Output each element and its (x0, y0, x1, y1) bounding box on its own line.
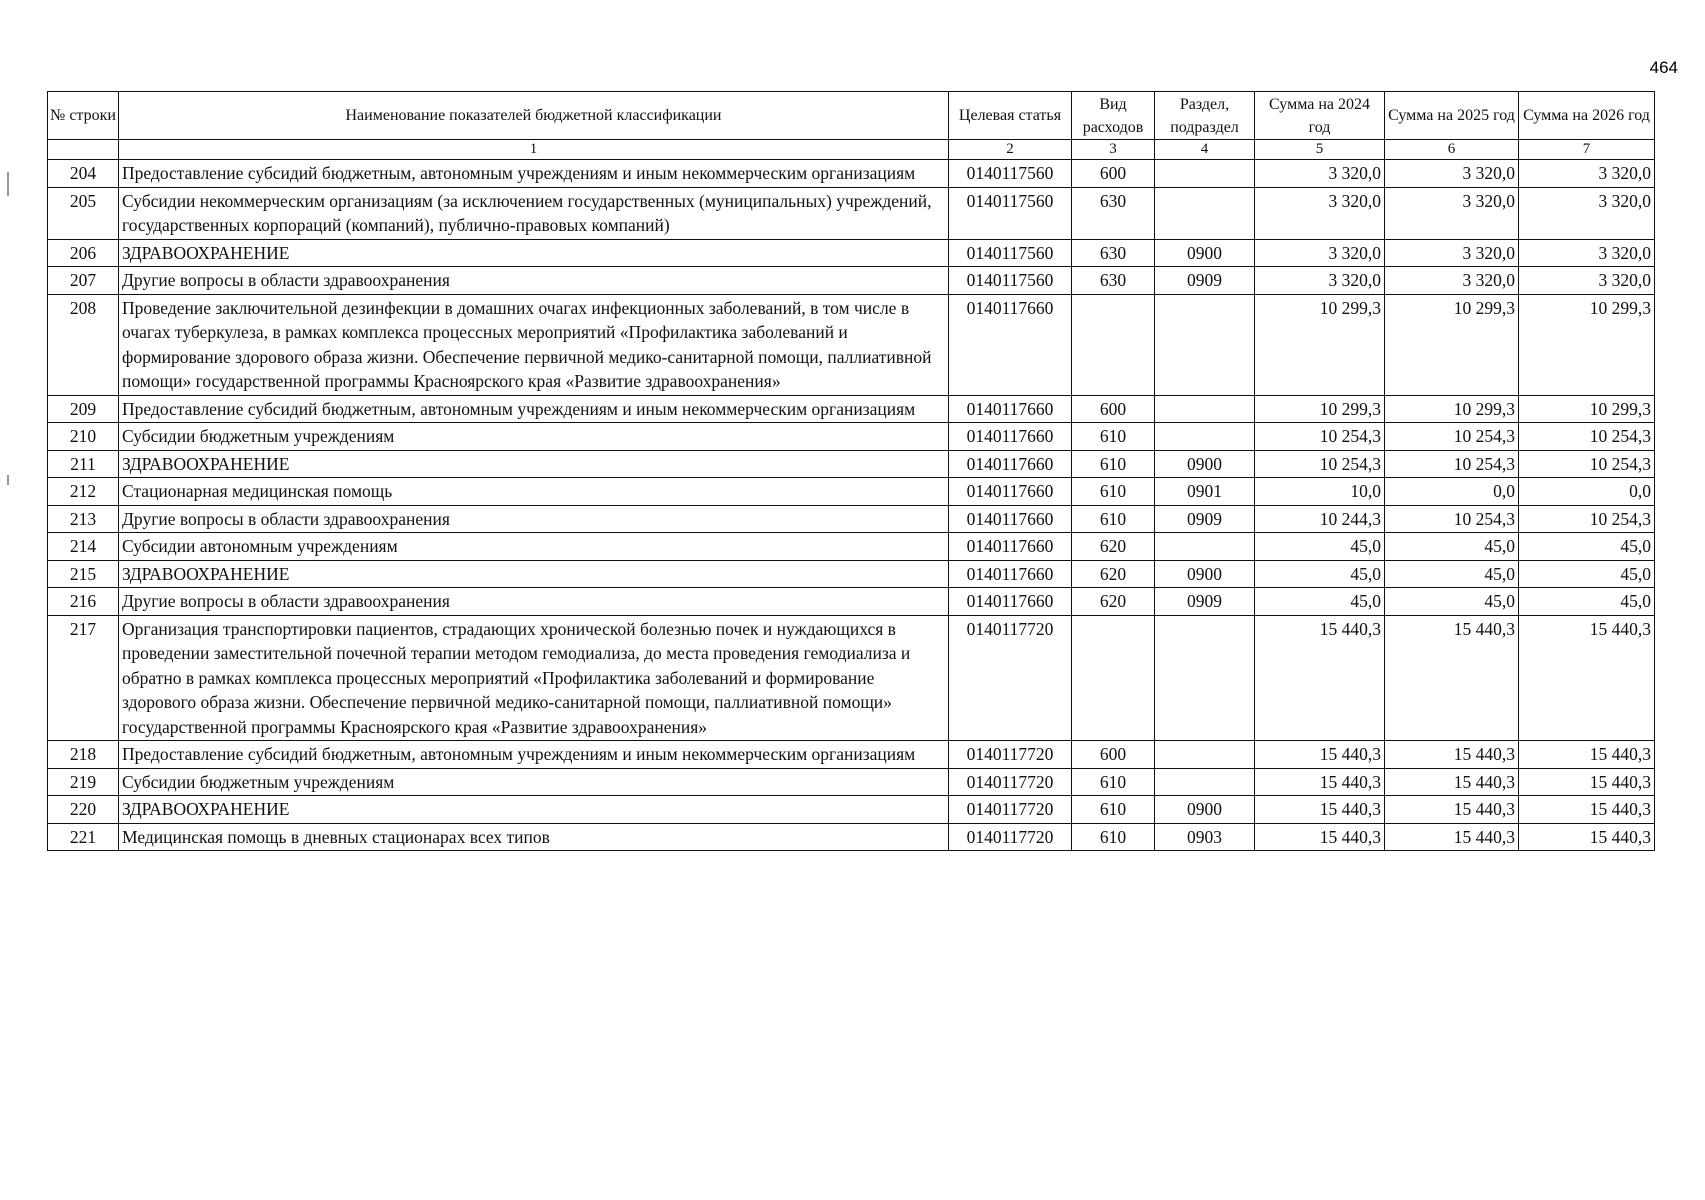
header-sum-2026: Сумма на 2026 год (1519, 92, 1655, 140)
sum-2024-cell: 15 440,3 (1255, 741, 1385, 769)
sum-2024-cell: 10 299,3 (1255, 395, 1385, 423)
row-number-cell: 221 (48, 823, 119, 851)
target-article-cell: 0140117720 (949, 741, 1072, 769)
header-name: Наименование показателей бюджетной классификации (119, 92, 949, 140)
indicator-name-cell: ЗДРАВООХРАНЕНИЕ (119, 239, 949, 267)
table-row (48, 239, 1655, 267)
section-cell: 0909 (1155, 588, 1255, 616)
sum-2025-cell: 15 440,3 (1385, 768, 1519, 796)
sum-2025-cell: 15 440,3 (1385, 615, 1519, 741)
sum-2025-cell: 45,0 (1385, 533, 1519, 561)
sum-2026-cell: 3 320,0 (1519, 267, 1655, 295)
section-cell: 0903 (1155, 823, 1255, 851)
indicator-name-cell: ЗДРАВООХРАНЕНИЕ (119, 450, 949, 478)
indicator-name-cell: Субсидии бюджетным учреждениям (119, 768, 949, 796)
sum-2025-cell: 0,0 (1385, 478, 1519, 506)
column-number: 7 (1519, 140, 1655, 160)
sum-2024-cell: 10,0 (1255, 478, 1385, 506)
sum-2024-cell: 15 440,3 (1255, 615, 1385, 741)
expense-type-cell: 600 (1072, 160, 1155, 188)
section-cell (1155, 615, 1255, 741)
section-cell: 0900 (1155, 450, 1255, 478)
section-cell (1155, 768, 1255, 796)
row-number-cell: 210 (48, 423, 119, 451)
sum-2025-cell: 10 299,3 (1385, 395, 1519, 423)
table-body (48, 160, 1655, 851)
indicator-name-cell: Субсидии бюджетным учреждениям (119, 423, 949, 451)
expense-type-cell: 610 (1072, 450, 1155, 478)
sum-2025-cell: 45,0 (1385, 560, 1519, 588)
sum-2026-cell: 45,0 (1519, 533, 1655, 561)
sum-2024-cell: 10 254,3 (1255, 423, 1385, 451)
row-number-cell: 208 (48, 294, 119, 395)
expense-type-cell: 610 (1072, 478, 1155, 506)
sum-2026-cell: 45,0 (1519, 560, 1655, 588)
row-number-cell: 216 (48, 588, 119, 616)
sum-2026-cell: 3 320,0 (1519, 239, 1655, 267)
expense-type-cell: 630 (1072, 187, 1155, 239)
sum-2024-cell: 45,0 (1255, 533, 1385, 561)
table-row (48, 588, 1655, 616)
sum-2024-cell: 45,0 (1255, 560, 1385, 588)
sum-2026-cell: 3 320,0 (1519, 187, 1655, 239)
row-number-cell: 205 (48, 187, 119, 239)
expense-type-cell: 600 (1072, 741, 1155, 769)
sum-2026-cell: 10 254,3 (1519, 423, 1655, 451)
expense-type-cell (1072, 294, 1155, 395)
sum-2025-cell: 3 320,0 (1385, 239, 1519, 267)
target-article-cell: 0140117660 (949, 395, 1072, 423)
expense-type-cell: 620 (1072, 533, 1155, 561)
table-row (48, 505, 1655, 533)
sum-2025-cell: 10 254,3 (1385, 450, 1519, 478)
sum-2024-cell: 15 440,3 (1255, 796, 1385, 824)
column-number (48, 140, 119, 160)
section-cell (1155, 160, 1255, 188)
row-number-cell: 204 (48, 160, 119, 188)
sum-2025-cell: 3 320,0 (1385, 187, 1519, 239)
scan-edge-mark (7, 172, 9, 196)
sum-2025-cell: 10 254,3 (1385, 505, 1519, 533)
sum-2026-cell: 15 440,3 (1519, 768, 1655, 796)
target-article-cell: 0140117720 (949, 823, 1072, 851)
section-cell: 0901 (1155, 478, 1255, 506)
section-cell (1155, 423, 1255, 451)
sum-2024-cell: 15 440,3 (1255, 823, 1385, 851)
target-article-cell: 0140117720 (949, 615, 1072, 741)
table-row (48, 395, 1655, 423)
sum-2026-cell: 10 254,3 (1519, 450, 1655, 478)
column-number: 1 (119, 140, 949, 160)
row-number-cell: 209 (48, 395, 119, 423)
section-cell: 0900 (1155, 796, 1255, 824)
sum-2026-cell: 45,0 (1519, 588, 1655, 616)
column-number: 6 (1385, 140, 1519, 160)
sum-2024-cell: 3 320,0 (1255, 187, 1385, 239)
target-article-cell: 0140117560 (949, 187, 1072, 239)
sum-2024-cell: 45,0 (1255, 588, 1385, 616)
expense-type-cell: 630 (1072, 267, 1155, 295)
scan-edge-mark (7, 475, 9, 485)
expense-type-cell: 620 (1072, 588, 1155, 616)
target-article-cell: 0140117660 (949, 294, 1072, 395)
target-article-cell: 0140117660 (949, 533, 1072, 561)
column-number: 2 (949, 140, 1072, 160)
table-row (48, 741, 1655, 769)
header-sum-2025: Сумма на 2025 год (1385, 92, 1519, 140)
section-cell (1155, 187, 1255, 239)
sum-2025-cell: 10 254,3 (1385, 423, 1519, 451)
expense-type-cell: 600 (1072, 395, 1155, 423)
indicator-name-cell: Субсидии некоммерческим организациям (за исключением государственных (муниципальных) учреждений, государственных корпораций (компаний), публично-правовых компаний) (119, 187, 949, 239)
expense-type-cell: 620 (1072, 560, 1155, 588)
sum-2024-cell: 10 254,3 (1255, 450, 1385, 478)
target-article-cell: 0140117560 (949, 267, 1072, 295)
row-number-cell: 218 (48, 741, 119, 769)
section-cell: 0900 (1155, 560, 1255, 588)
sum-2026-cell: 15 440,3 (1519, 741, 1655, 769)
expense-type-cell: 610 (1072, 768, 1155, 796)
row-number-cell: 206 (48, 239, 119, 267)
table-row (48, 768, 1655, 796)
column-number: 3 (1072, 140, 1155, 160)
target-article-cell: 0140117560 (949, 239, 1072, 267)
sum-2024-cell: 3 320,0 (1255, 239, 1385, 267)
indicator-name-cell: Другие вопросы в области здравоохранения (119, 505, 949, 533)
sum-2026-cell: 15 440,3 (1519, 796, 1655, 824)
row-number-cell: 211 (48, 450, 119, 478)
expense-type-cell: 610 (1072, 423, 1155, 451)
expense-type-cell: 610 (1072, 505, 1155, 533)
row-number-cell: 219 (48, 768, 119, 796)
header-expense-type: Вид расходов (1072, 92, 1155, 140)
indicator-name-cell: Другие вопросы в области здравоохранения (119, 267, 949, 295)
table-row (48, 450, 1655, 478)
indicator-name-cell: Медицинская помощь в дневных стационарах всех типов (119, 823, 949, 851)
table-row (48, 615, 1655, 741)
table-row (48, 160, 1655, 188)
target-article-cell: 0140117660 (949, 423, 1072, 451)
sum-2024-cell: 3 320,0 (1255, 267, 1385, 295)
sum-2026-cell: 15 440,3 (1519, 823, 1655, 851)
sum-2025-cell: 3 320,0 (1385, 160, 1519, 188)
indicator-name-cell: Организация транспортировки пациентов, страдающих хронической болезнью почек и нуждающихся в проведении заместительной почечной терапии методом гемодиализа, до места проведения гемодиализа и обратно в рамках комплекса процессных мероприятий «Профилактика заболеваний и формирование здорового образа жизни. Обеспечение первичной медико-санитарной помощи, паллиативной помощи» государственной программы Красноярского края «Развитие здравоохранения» (119, 615, 949, 741)
indicator-name-cell: Субсидии автономным учреждениям (119, 533, 949, 561)
indicator-name-cell: Предоставление субсидий бюджетным, автономным учреждениям и иным некоммерческим организациям (119, 741, 949, 769)
header-row-number: № строки (48, 92, 119, 140)
indicator-name-cell: Предоставление субсидий бюджетным, автономным учреждениям и иным некоммерческим организациям (119, 395, 949, 423)
row-number-cell: 212 (48, 478, 119, 506)
target-article-cell: 0140117660 (949, 588, 1072, 616)
sum-2024-cell: 10 244,3 (1255, 505, 1385, 533)
header-section: Раздел, подраздел (1155, 92, 1255, 140)
sum-2025-cell: 45,0 (1385, 588, 1519, 616)
table-header (48, 92, 1655, 160)
indicator-name-cell: ЗДРАВООХРАНЕНИЕ (119, 796, 949, 824)
expense-type-cell: 610 (1072, 796, 1155, 824)
sum-2026-cell: 0,0 (1519, 478, 1655, 506)
budget-table (47, 91, 1655, 851)
sum-2026-cell: 3 320,0 (1519, 160, 1655, 188)
indicator-name-cell: Стационарная медицинская помощь (119, 478, 949, 506)
table-row (48, 796, 1655, 824)
row-number-cell: 207 (48, 267, 119, 295)
sum-2025-cell: 15 440,3 (1385, 796, 1519, 824)
table-row (48, 423, 1655, 451)
section-cell: 0909 (1155, 505, 1255, 533)
header-sum-2024: Сумма на 2024 год (1255, 92, 1385, 140)
column-number: 5 (1255, 140, 1385, 160)
expense-type-cell: 610 (1072, 823, 1155, 851)
sum-2026-cell: 10 254,3 (1519, 505, 1655, 533)
section-cell (1155, 741, 1255, 769)
section-cell: 0909 (1155, 267, 1255, 295)
sum-2024-cell: 15 440,3 (1255, 768, 1385, 796)
sum-2025-cell: 10 299,3 (1385, 294, 1519, 395)
indicator-name-cell: ЗДРАВООХРАНЕНИЕ (119, 560, 949, 588)
sum-2025-cell: 3 320,0 (1385, 267, 1519, 295)
table-row (48, 560, 1655, 588)
row-number-cell: 217 (48, 615, 119, 741)
target-article-cell: 0140117720 (949, 796, 1072, 824)
sum-2024-cell: 10 299,3 (1255, 294, 1385, 395)
table-row (48, 823, 1655, 851)
table-row (48, 533, 1655, 561)
row-number-cell: 214 (48, 533, 119, 561)
sum-2026-cell: 15 440,3 (1519, 615, 1655, 741)
target-article-cell: 0140117660 (949, 505, 1072, 533)
indicator-name-cell: Предоставление субсидий бюджетным, автономным учреждениям и иным некоммерческим организациям (119, 160, 949, 188)
page-number: 464 (1649, 58, 1678, 77)
section-cell (1155, 395, 1255, 423)
table-row (48, 478, 1655, 506)
section-cell (1155, 533, 1255, 561)
sum-2024-cell: 3 320,0 (1255, 160, 1385, 188)
expense-type-cell: 630 (1072, 239, 1155, 267)
indicator-name-cell: Другие вопросы в области здравоохранения (119, 588, 949, 616)
header-target-article: Целевая статья (949, 92, 1072, 140)
target-article-cell: 0140117660 (949, 478, 1072, 506)
sum-2026-cell: 10 299,3 (1519, 294, 1655, 395)
target-article-cell: 0140117720 (949, 768, 1072, 796)
column-number-row (48, 140, 1655, 160)
section-cell: 0900 (1155, 239, 1255, 267)
expense-type-cell (1072, 615, 1155, 741)
table-row (48, 294, 1655, 395)
column-number: 4 (1155, 140, 1255, 160)
sum-2025-cell: 15 440,3 (1385, 823, 1519, 851)
sum-2025-cell: 15 440,3 (1385, 741, 1519, 769)
row-number-cell: 220 (48, 796, 119, 824)
section-cell (1155, 294, 1255, 395)
target-article-cell: 0140117660 (949, 560, 1072, 588)
row-number-cell: 215 (48, 560, 119, 588)
table-row (48, 267, 1655, 295)
indicator-name-cell: Проведение заключительной дезинфекции в домашних очагах инфекционных заболеваний, в том числе в очагах туберкулеза, в рамках комплекса процессных мероприятий «Профилактика заболеваний и формирование здорового образа жизни. Обеспечение первичной медико-санитарной помощи, паллиативной помощи» государственной программы Красноярского края «Развитие здравоохранения» (119, 294, 949, 395)
target-article-cell: 0140117660 (949, 450, 1072, 478)
table-row (48, 187, 1655, 239)
sum-2026-cell: 10 299,3 (1519, 395, 1655, 423)
target-article-cell: 0140117560 (949, 160, 1072, 188)
row-number-cell: 213 (48, 505, 119, 533)
